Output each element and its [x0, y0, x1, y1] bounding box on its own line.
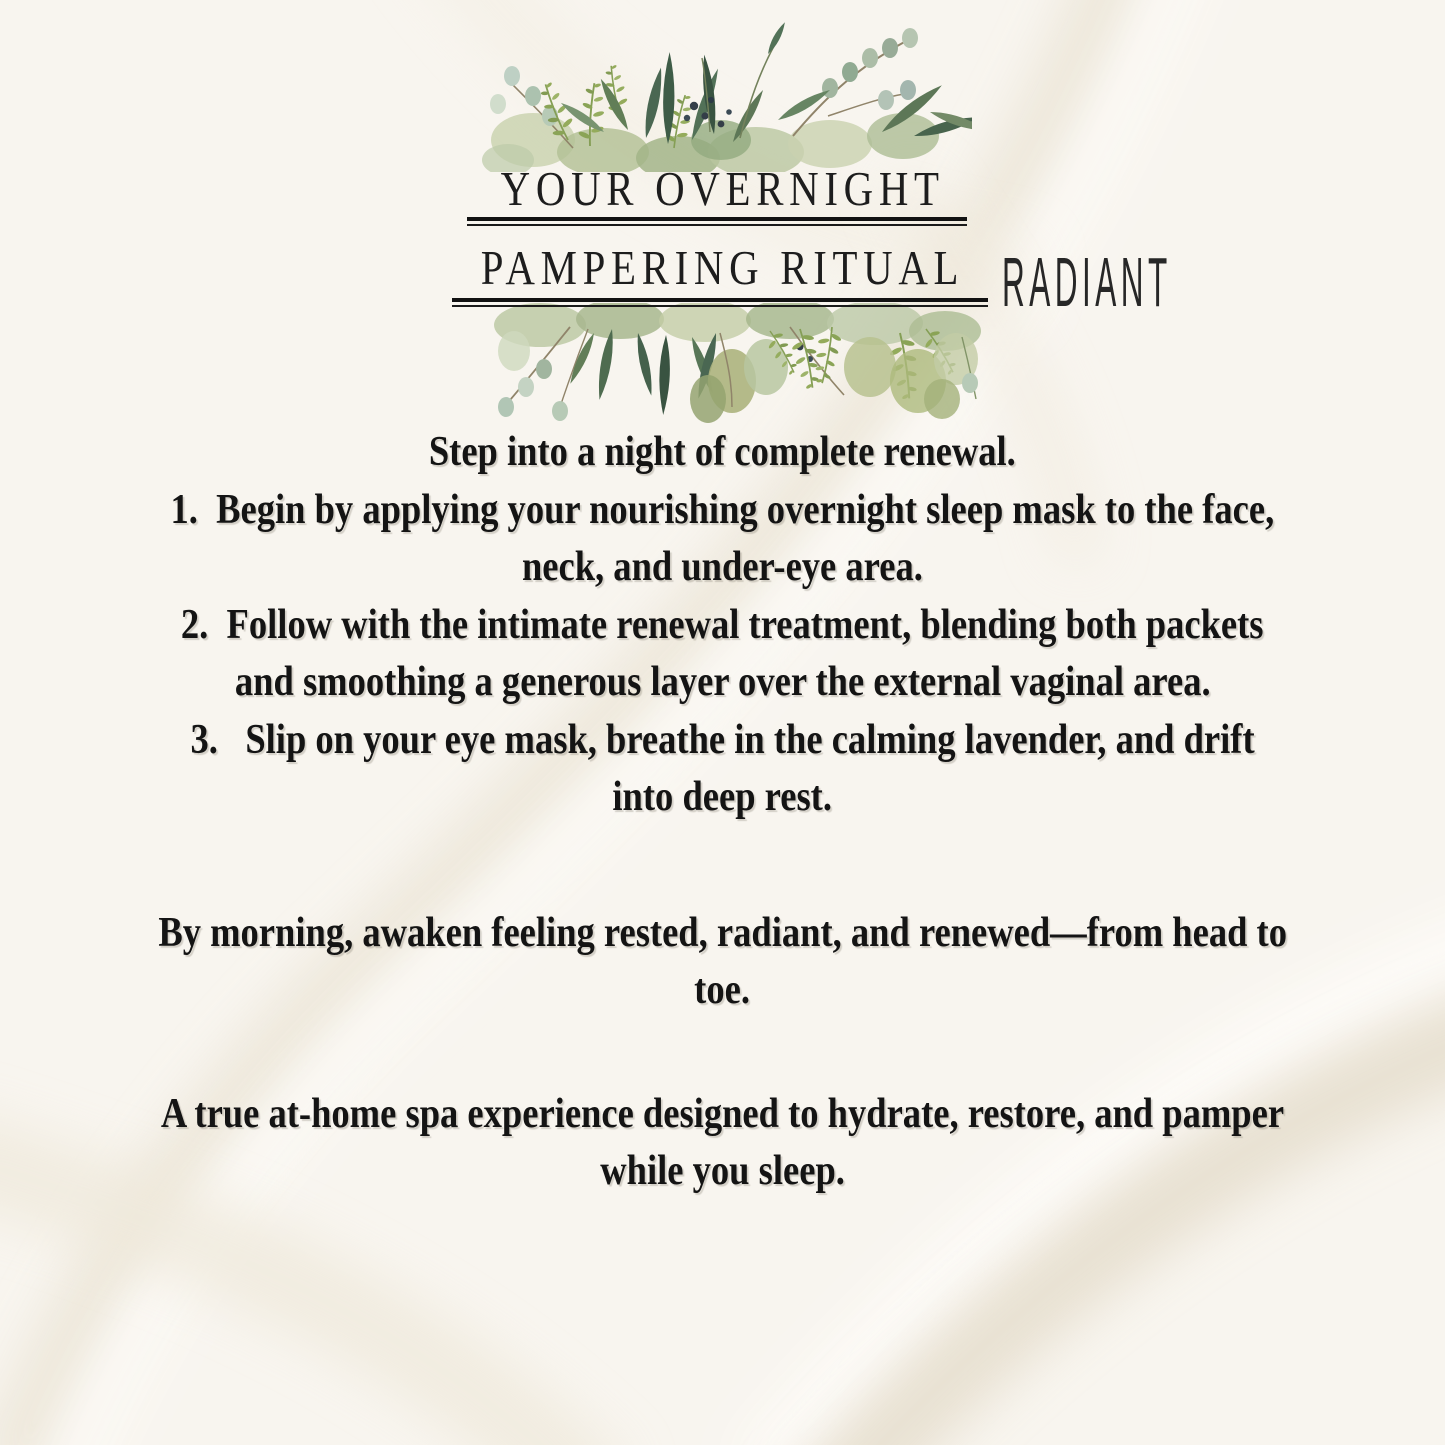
body-line: 2. Follow with the intimate renewal treatment, blending both packets	[181, 601, 1264, 648]
body-line: neck, and under-eye area.	[522, 544, 923, 590]
body-line: while you sleep.	[600, 1148, 845, 1194]
body-line: 3. Slip on your eye mask, breathe in the calming lavender, and drift	[190, 716, 1255, 763]
title-underline-2	[452, 298, 988, 307]
body-line: By morning, awaken feeling rested, radiant, and renewed—from head to	[158, 909, 1287, 956]
underline-thick-bar	[452, 298, 988, 302]
body-line: 1. Begin by applying your nourishing overnight sleep mask to the face,	[170, 486, 1275, 533]
underline-thin-bar	[452, 305, 988, 307]
page-title-line1-text: YOUR OVERNIGHT	[500, 162, 945, 217]
body-line: A true at-home spa experience designed to hydrate, restore, and pamper	[160, 1090, 1285, 1137]
paragraph	[74, 905, 1371, 1020]
body-line: and smoothing a generous layer over the external vaginal area.	[234, 659, 1211, 705]
body-line: toe.	[694, 967, 751, 1013]
page-title-line2-text: PAMPERING RITUAL	[480, 241, 965, 296]
underline-thin-bar	[467, 224, 967, 226]
paragraph	[77, 1086, 1368, 1201]
paragraph	[88, 424, 1357, 827]
title-underline-1	[467, 217, 967, 226]
body-line: into deep rest.	[612, 774, 833, 820]
greenery-bottom-illustration	[470, 303, 982, 429]
page-title-line2	[0, 241, 1445, 296]
brand-logo: RADIANT	[1002, 243, 1172, 321]
underline-thick-bar	[467, 217, 967, 221]
greenery-top-illustration	[478, 20, 972, 172]
page-title-line1	[0, 162, 1445, 217]
body-text	[0, 424, 1445, 1201]
body-line: Step into a night of complete renewal.	[429, 429, 1016, 475]
